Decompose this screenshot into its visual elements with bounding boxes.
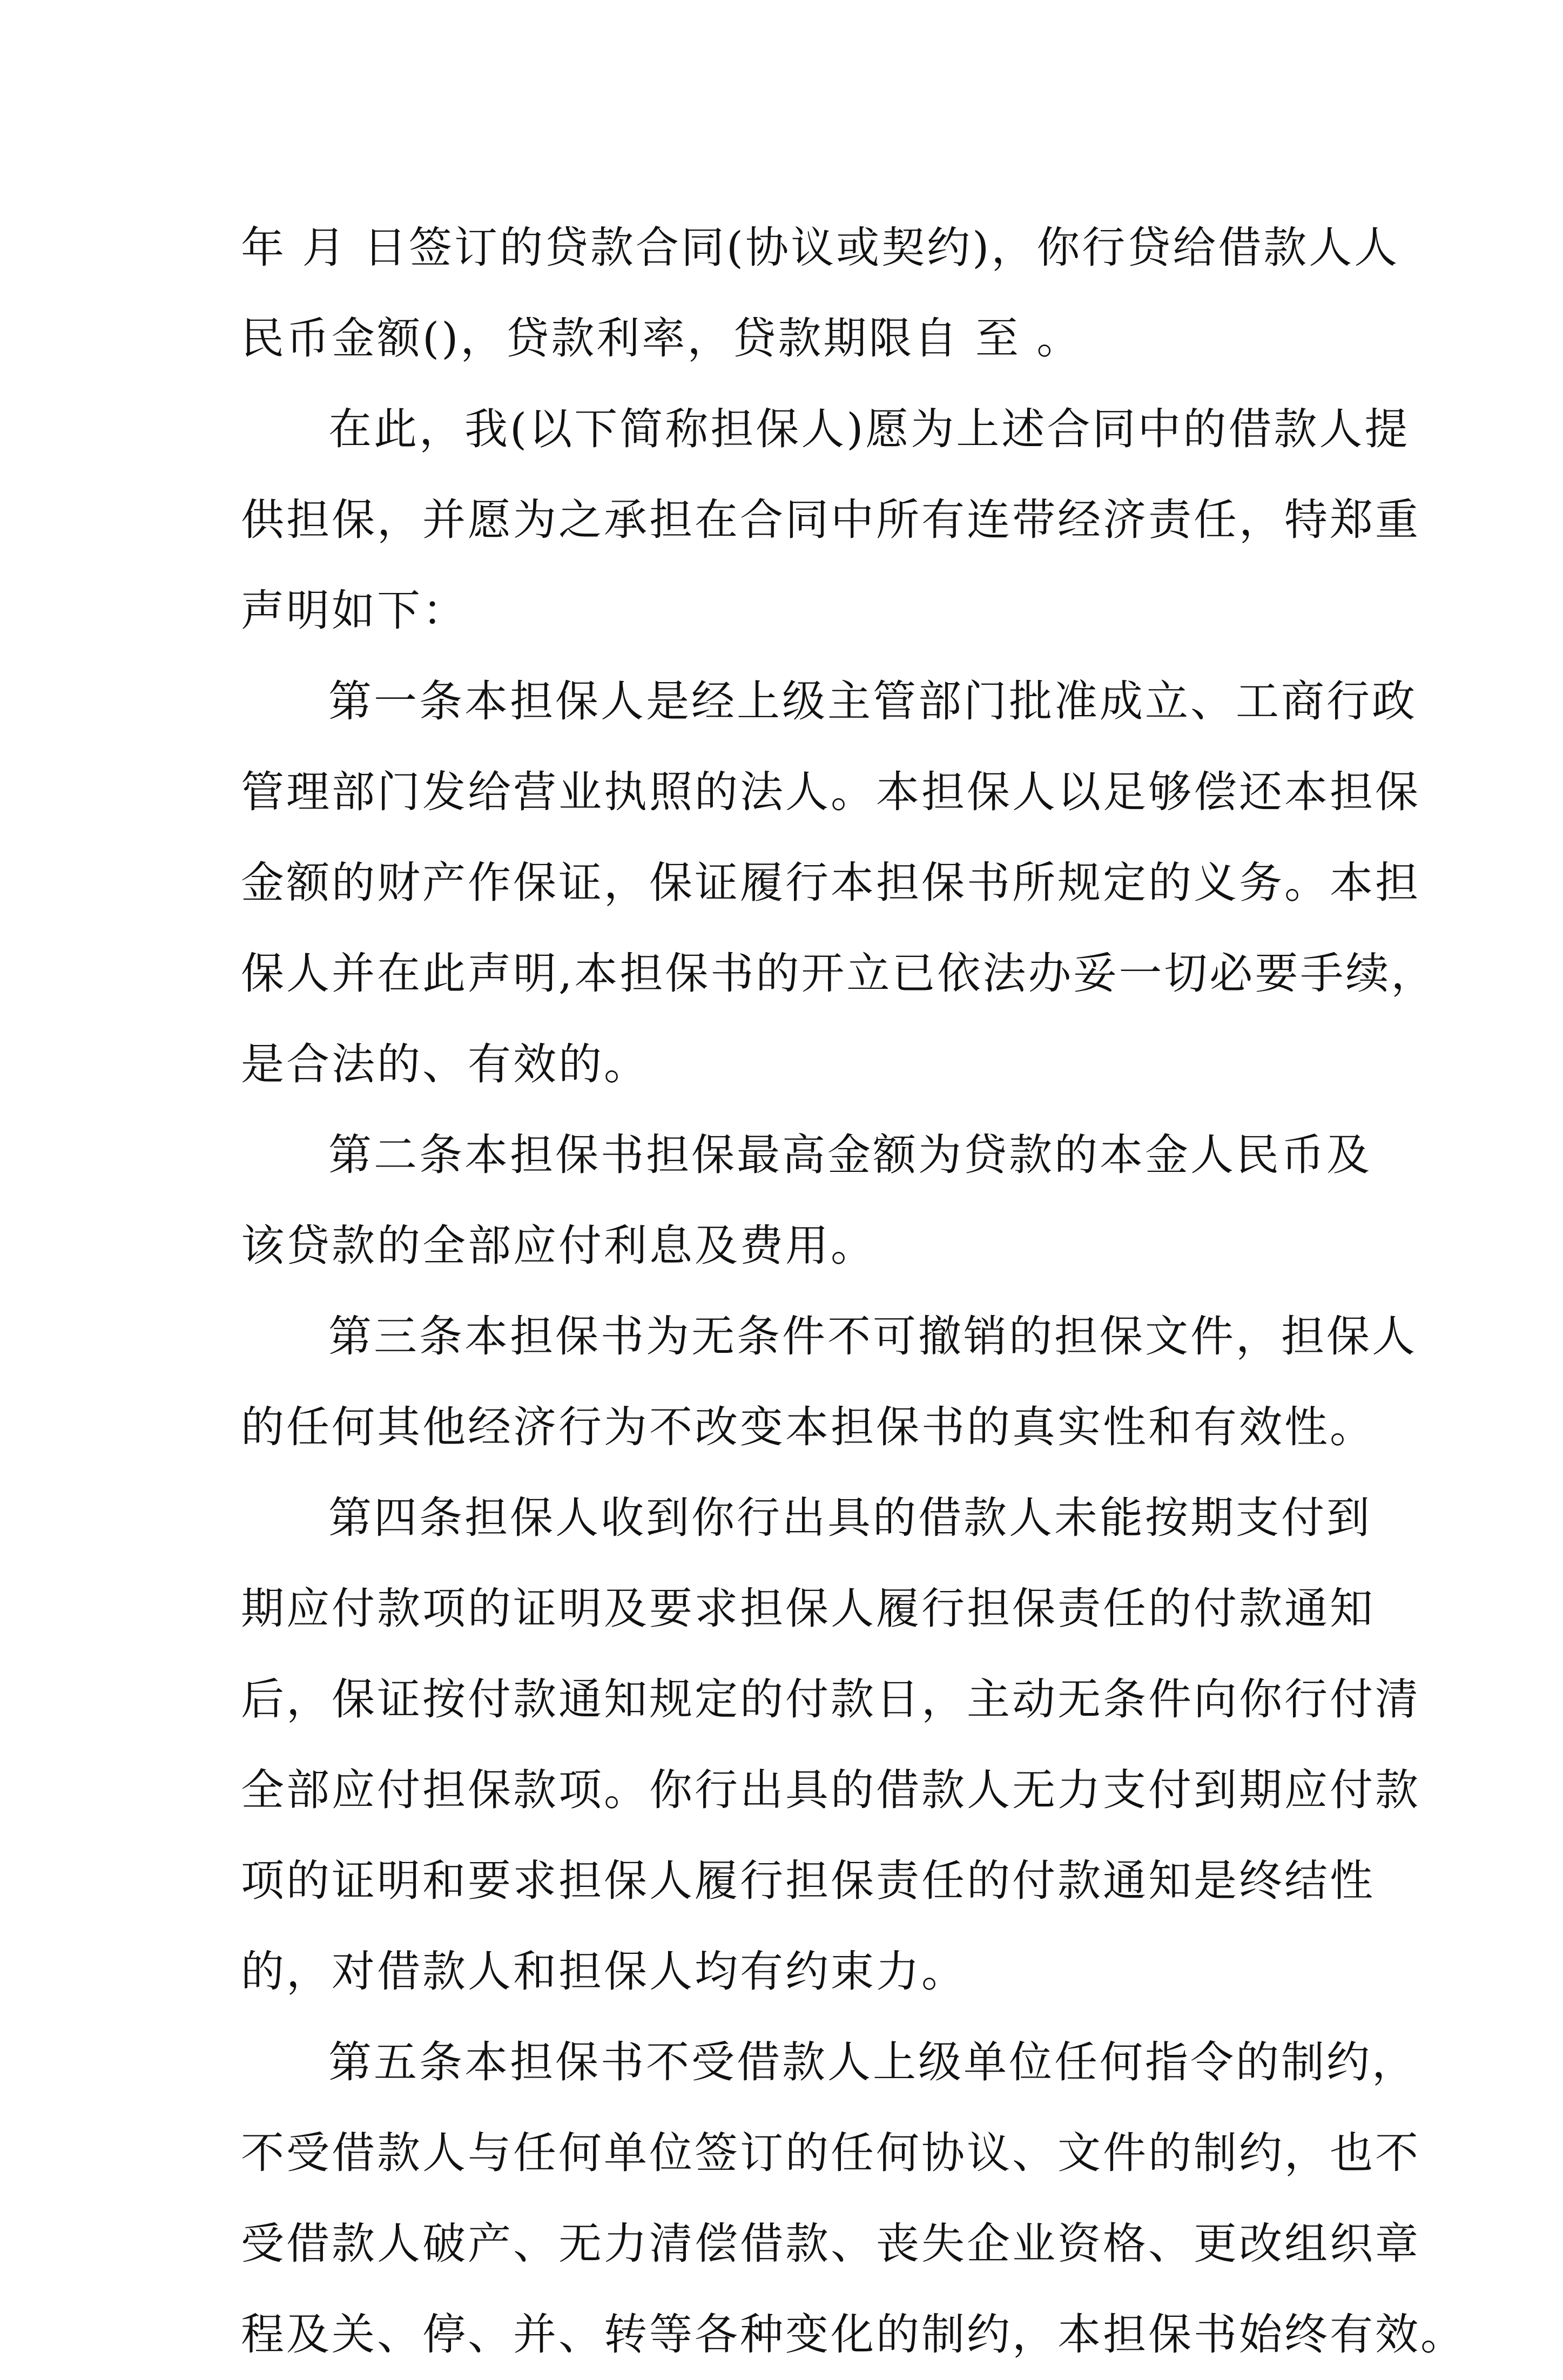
text-line: 程及关、停、并、转等各种变化的制约，本担保书始终有效。: [241, 2309, 1466, 2359]
text-line: 第五条本担保书不受借款人上级单位任何指令的制约，: [328, 2037, 1417, 2087]
paragraph-contract-terms: [241, 203, 1400, 384]
text-line: 民币金额()，贷款利率，贷款期限自 至 。: [241, 313, 1082, 363]
text-line: 第四条担保人收到你行出具的借款人未能按期支付到: [328, 1493, 1372, 1543]
paragraph-article-4: [241, 1473, 1420, 2017]
text-line: 供担保，并愿为之承担在合同中所有连带经济责任，特郑重: [241, 495, 1420, 545]
text-line: 年 月 日签订的贷款合同(协议或契约)，你行贷给借款人人: [241, 223, 1400, 273]
text-line: 的任何其他经济行为不改变本担保书的真实性和有效性。: [241, 1402, 1375, 1452]
text-line: 第一条本担保人是经上级主管部门批准成立、工商行政: [328, 676, 1417, 726]
document-body: [241, 203, 1466, 2380]
paragraph-article-1: [241, 656, 1437, 1110]
text-line: 全部应付担保款项。你行出具的借款人无力支付到期应付款: [241, 1765, 1420, 1815]
text-line: 声明如下：: [241, 585, 468, 636]
text-line: 管理部门发给营业执照的法人。本担保人以足够偿还本担保: [241, 767, 1420, 817]
text-line: 不受借款人与任何单位签订的任何协议、文件的制约，也不: [241, 2128, 1420, 2178]
text-line: 金额的财产作保证，保证履行本担保书所规定的义务。本担: [241, 858, 1420, 908]
text-line: 在此，我(以下简称担保人)愿为上述合同中的借款人提: [328, 404, 1410, 454]
text-line: 该贷款的全部应付利息及费用。: [241, 1221, 876, 1271]
paragraph-article-5: [241, 2017, 1466, 2380]
text-line: 项的证明和要求担保人履行担保责任的付款通知是终结性: [241, 1856, 1375, 1906]
text-line: 期应付款项的证明及要求担保人履行担保责任的付款通知: [241, 1583, 1375, 1634]
paragraph-article-2: [241, 1110, 1372, 1291]
text-line: 是合法的、有效的。: [241, 1039, 649, 1089]
text-line: 的，对借款人和担保人均有约束力。: [241, 1946, 967, 1997]
text-line: 受借款人破产、无力清偿借款、丧失企业资格、更改组织章: [241, 2219, 1420, 2269]
paragraph-declaration: [241, 384, 1420, 656]
paragraph-article-3: [241, 1291, 1417, 1473]
text-line: 第二条本担保书担保最高金额为贷款的本金人民币及: [328, 1130, 1372, 1180]
text-line: 第三条本担保书为无条件不可撤销的担保文件，担保人: [328, 1311, 1417, 1361]
text-line: 后，保证按付款通知规定的付款日，主动无条件向你行付清: [241, 1674, 1420, 1724]
text-line: 保人并在此声明,本担保书的开立已依法办妥一切必要手续，: [241, 948, 1437, 999]
